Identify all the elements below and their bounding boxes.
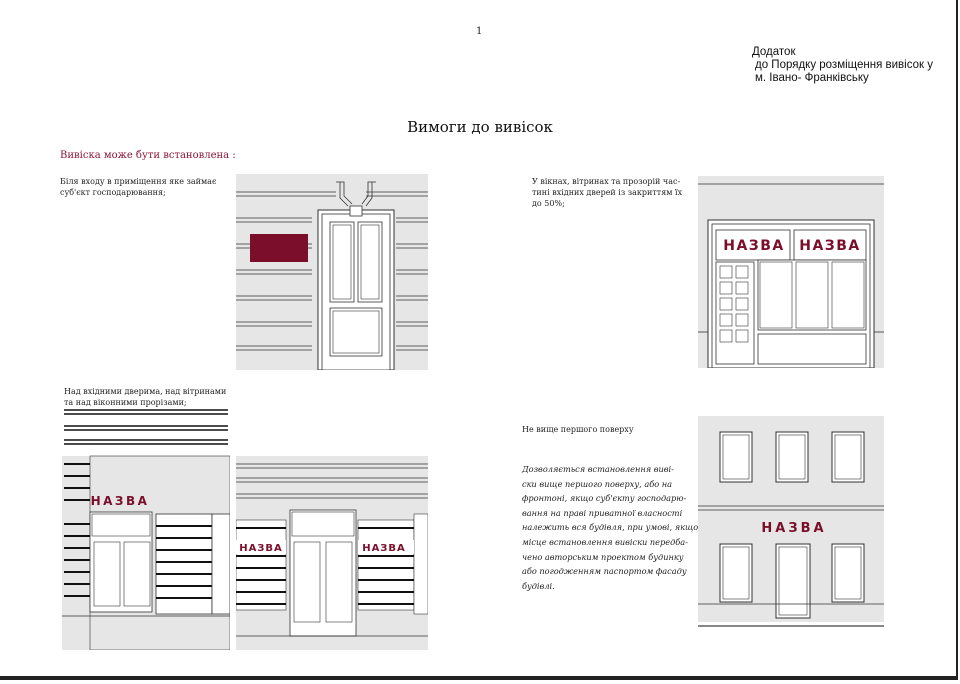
sign-label-window-left: НАЗВА: [723, 238, 785, 254]
first-floor-heading: Не вище першого поверху: [522, 425, 634, 434]
description-line-2: ски вище першого поверху, або на: [522, 478, 673, 489]
description-line-3: фронтоні, якщо суб'єкту господарю-: [522, 493, 687, 504]
page-number: 1: [476, 26, 483, 37]
sign-label-window-right: НАЗВА: [799, 238, 861, 254]
description-line-1: Дозволяється встановлення виві-: [522, 464, 674, 474]
description-line-5: належить вся будівля, при умові, якщо: [522, 522, 699, 533]
entrance-door-illustration: [236, 174, 428, 370]
entrance-caption: [60, 176, 216, 198]
facade-above-door-illustration: [62, 404, 230, 650]
sign-label-first-floor: НАЗВА: [761, 521, 827, 536]
sign-label-above-door: НАЗВА: [90, 494, 150, 508]
first-floor-description: [522, 462, 698, 593]
description-line-4: вання на праві приватної власності: [522, 507, 683, 518]
description-line-8: або погодженням паспортом фасаду: [522, 566, 687, 577]
description-line-7: чено авторським проектом будинку: [522, 551, 684, 562]
windows-caption: [532, 176, 682, 209]
windows-caption-line-3: до 50%;: [532, 199, 565, 208]
appendix-line-1: Додаток: [752, 46, 796, 58]
entrance-caption-line-1: Біля входу в приміщення яке займає: [60, 177, 217, 186]
section-subtitle: Вивіска може бути встановлена :: [60, 150, 236, 161]
above-doors-caption-line-1: Над вхідними дверима, над вітринами: [64, 387, 227, 396]
two-floor-facade-illustration: [698, 416, 884, 630]
description-line-6: місце встановлення вивіски передба-: [522, 536, 688, 547]
appendix-line-2: до Порядку розміщення вивісок у: [755, 59, 933, 71]
entrance-caption-line-2: суб'єкт господарювання;: [60, 188, 166, 197]
page-title: Вимоги до вивісок: [407, 118, 553, 136]
facade-above-windows-illustration: [236, 456, 428, 650]
windows-caption-line-1: У вікнах, вітринах та прозорій час-: [532, 177, 681, 186]
windows-caption-line-2: тині вхідних дверей із закриттям їх: [532, 188, 683, 197]
sign-plate: [250, 234, 308, 262]
appendix-note: [752, 46, 933, 85]
description-line-9: будівлі.: [522, 580, 555, 591]
sign-label-window-a: НАЗВА: [239, 543, 283, 554]
appendix-line-3: м. Івано- Франківську: [755, 72, 869, 84]
above-doors-caption-line-2: та над віконними прорізами;: [64, 398, 187, 407]
sign-label-window-b: НАЗВА: [362, 543, 406, 554]
shop-window-illustration: [698, 176, 884, 368]
